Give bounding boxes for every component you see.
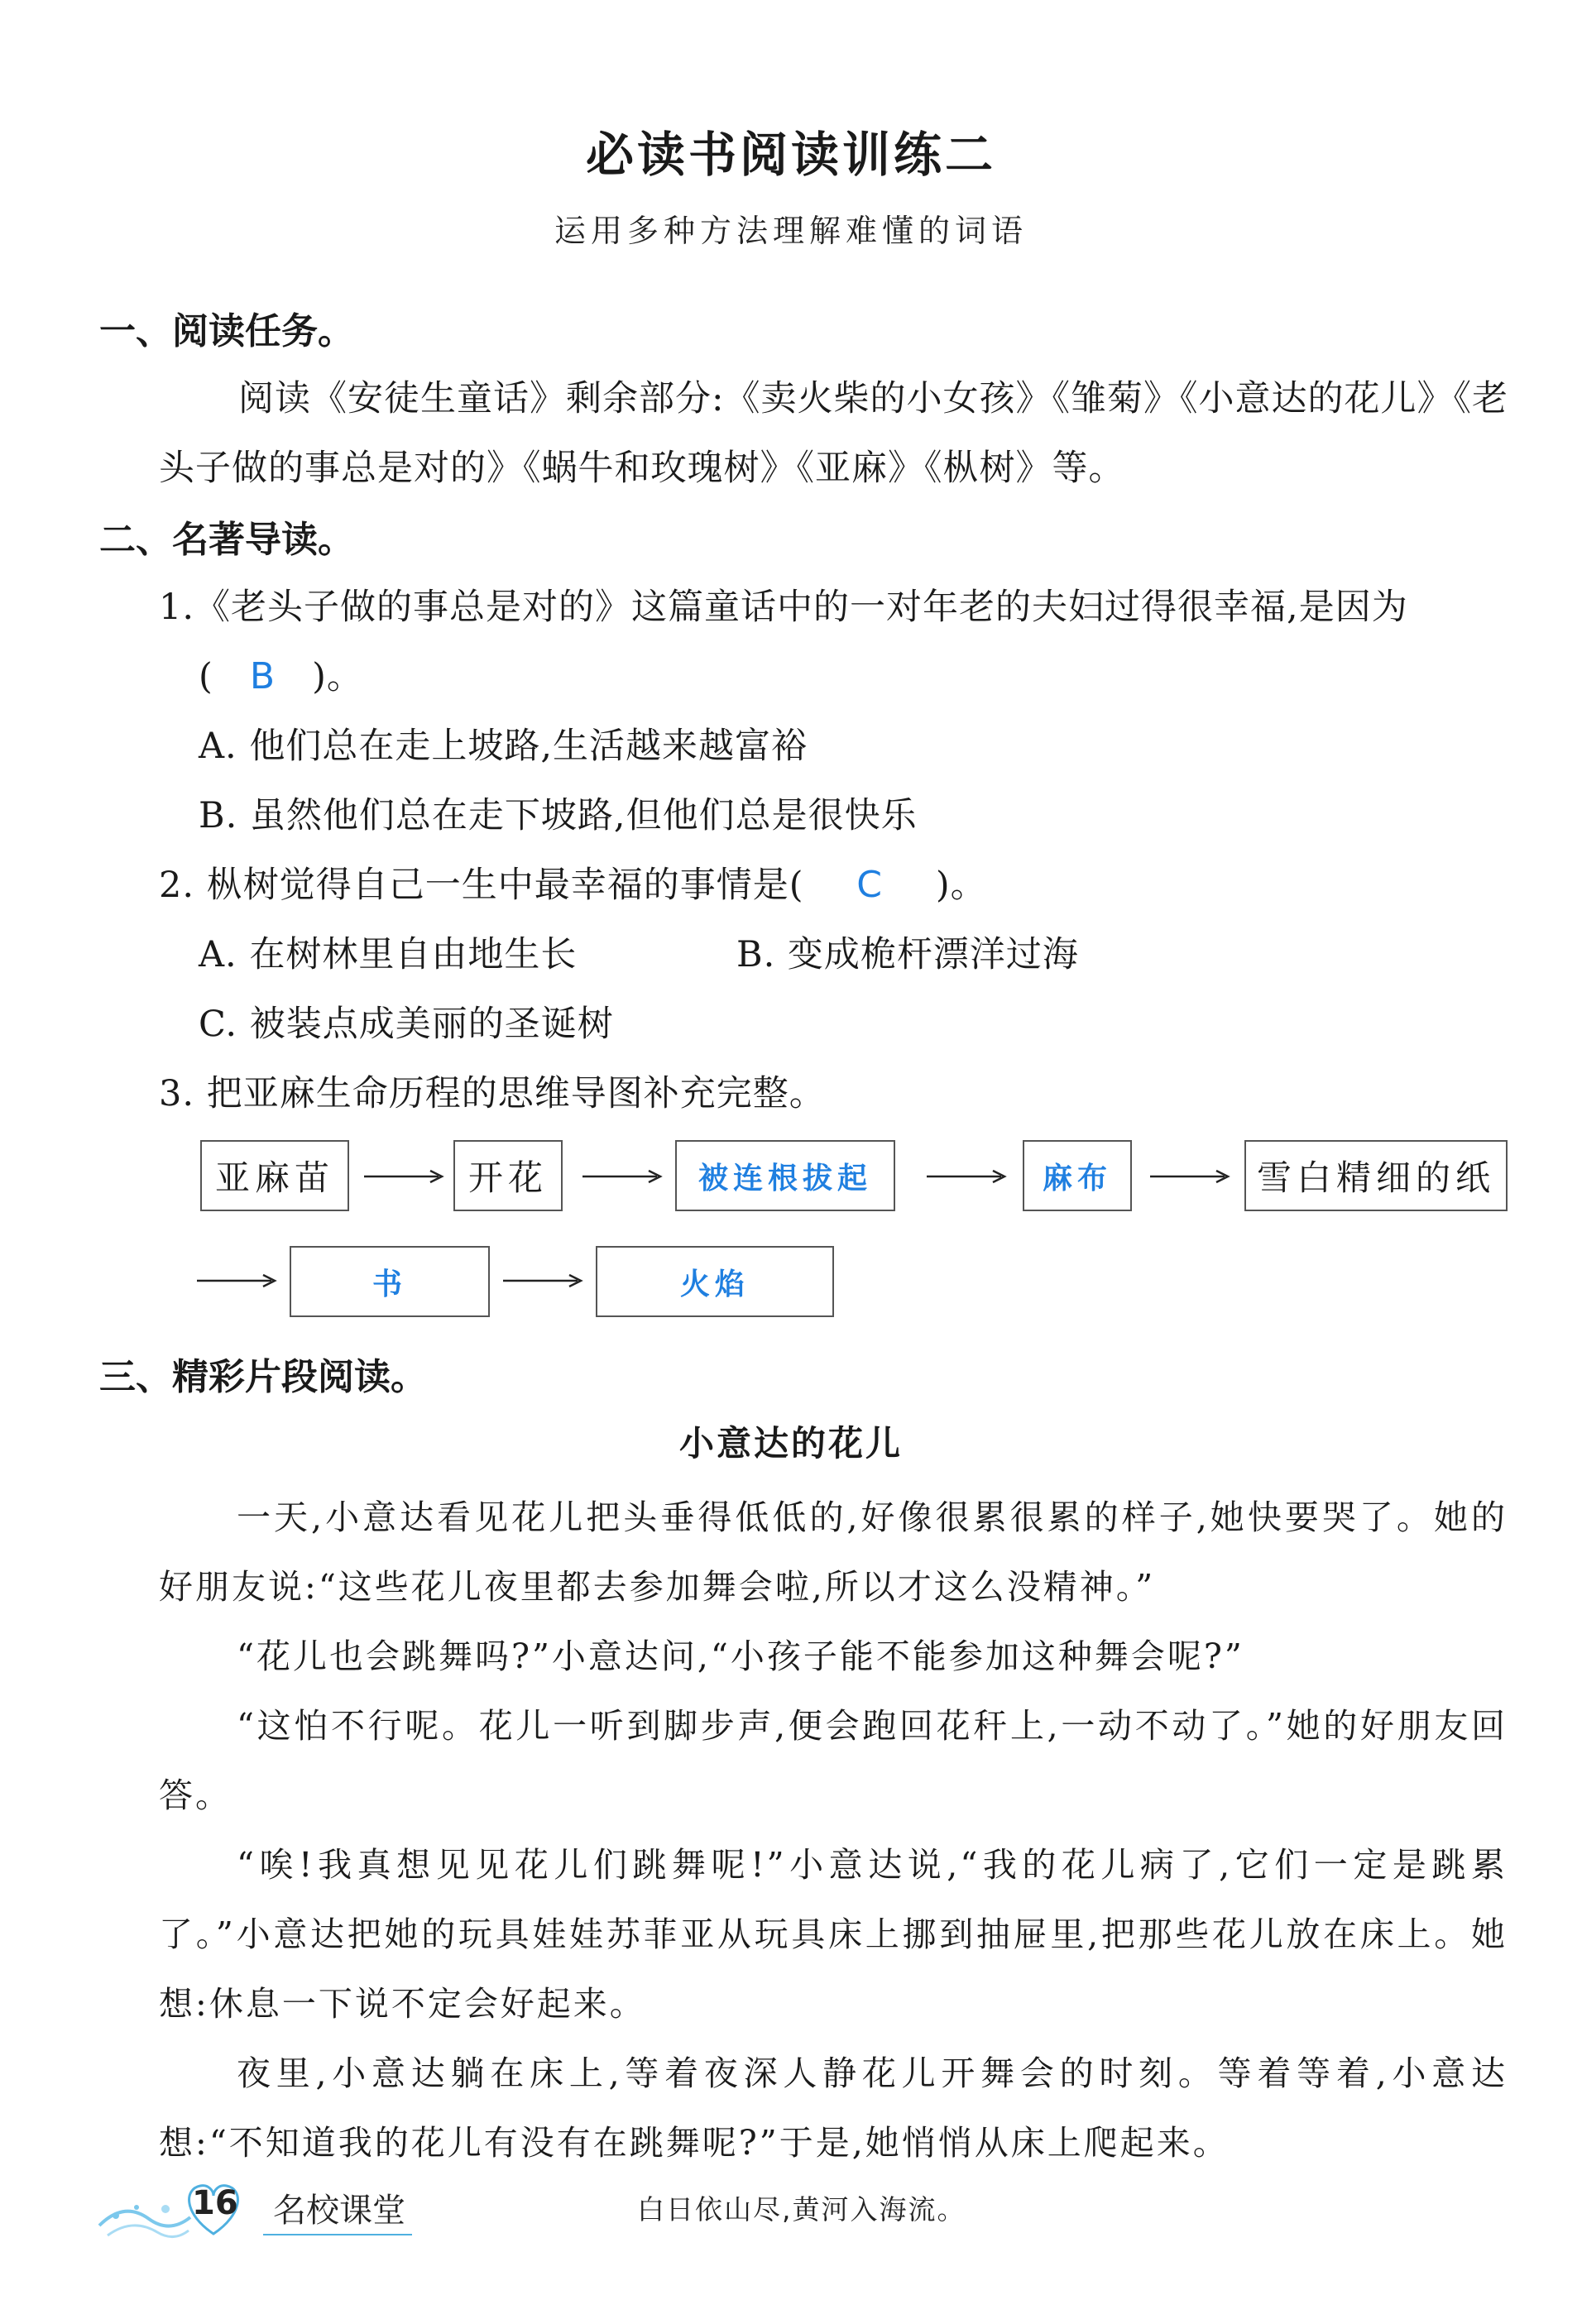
section2-heading: 二、名著导读。 — [99, 519, 354, 561]
q1-option-a: A. 他们总在走上坡路,生活越来越富裕 — [199, 726, 808, 767]
mindmap-box-seedling: 亚麻苗 — [200, 1140, 349, 1211]
story-paragraph: 夜里,小意达躺在床上,等着夜深人静花儿开舞会的时刻。等着等着,小意达想:“不知道我的花儿有没有在跳舞呢?”于是,她悄悄从床上爬起来。 — [159, 2053, 1508, 2163]
story-paragraph: “这怕不行呢。花儿一听到脚步声,便会跑回花秆上,一动不动了。”她的好朋友回答。 — [159, 1706, 1508, 1815]
q2-stem-line — [159, 857, 987, 908]
arrow-icon — [364, 1167, 447, 1186]
section1-heading: 一、阅读任务。 — [99, 310, 354, 352]
mindmap-answer-linen-cloth: 麻布 — [1023, 1140, 1132, 1211]
q1-stem: 1.《老头子做的事总是对的》这篇童话中的一对年老的夫妇过得很幸福,是因为 — [159, 587, 1408, 628]
q2-option-c: C. 被装点成美丽的圣诞树 — [199, 1004, 614, 1045]
q1-open-paren: ( — [199, 656, 213, 697]
q1-answer-line — [199, 649, 363, 699]
mindmap-answer-uprooted: 被连根拔起 — [675, 1140, 895, 1211]
footer-poem: 白日依山尽,黄河入海流。 — [637, 2193, 966, 2226]
story-paragraph: “唉!我真想见见花儿们跳舞呢!”小意达说,“我的花儿病了,它们一定是跳累了。”小意达把她的玩具娃娃苏菲亚从玩具床上挪到抽屉里,把那些花儿放在床上。她想:休息一下说不定会好起来。 — [159, 1845, 1508, 2024]
story-title: 小意达的花儿 — [678, 1423, 903, 1464]
section1-text-line1: 阅读《安徒生童话》剩余部分:《卖火柴的小女孩》《雏菊》《小意达的花儿》《老 — [238, 378, 1508, 419]
q3-stem: 3. 把亚麻生命历程的思维导图补充完整。 — [159, 1073, 826, 1114]
q2-option-a: A. 在树林里自由地生长 — [199, 934, 578, 975]
arrow-icon — [927, 1167, 1009, 1186]
mindmap-answer-flame: 火焰 — [596, 1246, 834, 1317]
arrow-icon — [582, 1167, 665, 1186]
story-text — [159, 1483, 1508, 2178]
mindmap-box-bloom: 开花 — [453, 1140, 563, 1211]
q2-close-paren: )。 — [935, 865, 987, 906]
page-subtitle: 运用多种方法理解难懂的词语 — [554, 213, 1028, 249]
arrow-icon — [503, 1271, 586, 1291]
page-title: 必读书阅读训练二 — [585, 127, 996, 183]
mindmap-box-white-paper: 雪白精细的纸 — [1244, 1140, 1508, 1211]
q2-stem: 2. 枞树觉得自己一生中最幸福的事情是( — [159, 865, 804, 906]
q1-close-paren: )。 — [312, 656, 363, 697]
series-name: 名校课堂 — [273, 2192, 405, 2230]
series-underline — [263, 2234, 412, 2235]
mindmap-answer-book: 书 — [290, 1246, 490, 1317]
section1-text-line2: 头子做的事总是对的》《蜗牛和玫瑰树》《亚麻》《枞树》等。 — [159, 448, 1125, 489]
page-number: 16 — [192, 2184, 238, 2222]
story-paragraph: “花儿也会跳舞吗?”小意达问,“小孩子能不能参加这种舞会呢?” — [237, 1636, 1244, 1676]
q2-answer: C — [856, 864, 884, 906]
arrow-icon — [1150, 1167, 1233, 1186]
story-paragraph: 一天,小意达看见花儿把头垂得低低的,好像很累很累的样子,她快要哭了。她的好朋友说:“这些花儿夜里都去参加舞会啦,所以才这么没精神。” — [159, 1497, 1508, 1607]
q2-option-b: B. 变成桅杆漂洋过海 — [736, 934, 1079, 975]
arrow-icon — [197, 1271, 280, 1291]
section3-heading: 三、精彩片段阅读。 — [99, 1356, 427, 1398]
q1-answer: B — [249, 655, 276, 697]
q1-option-b: B. 虽然他们总在走下坡路,但他们总是很快乐 — [199, 795, 918, 836]
